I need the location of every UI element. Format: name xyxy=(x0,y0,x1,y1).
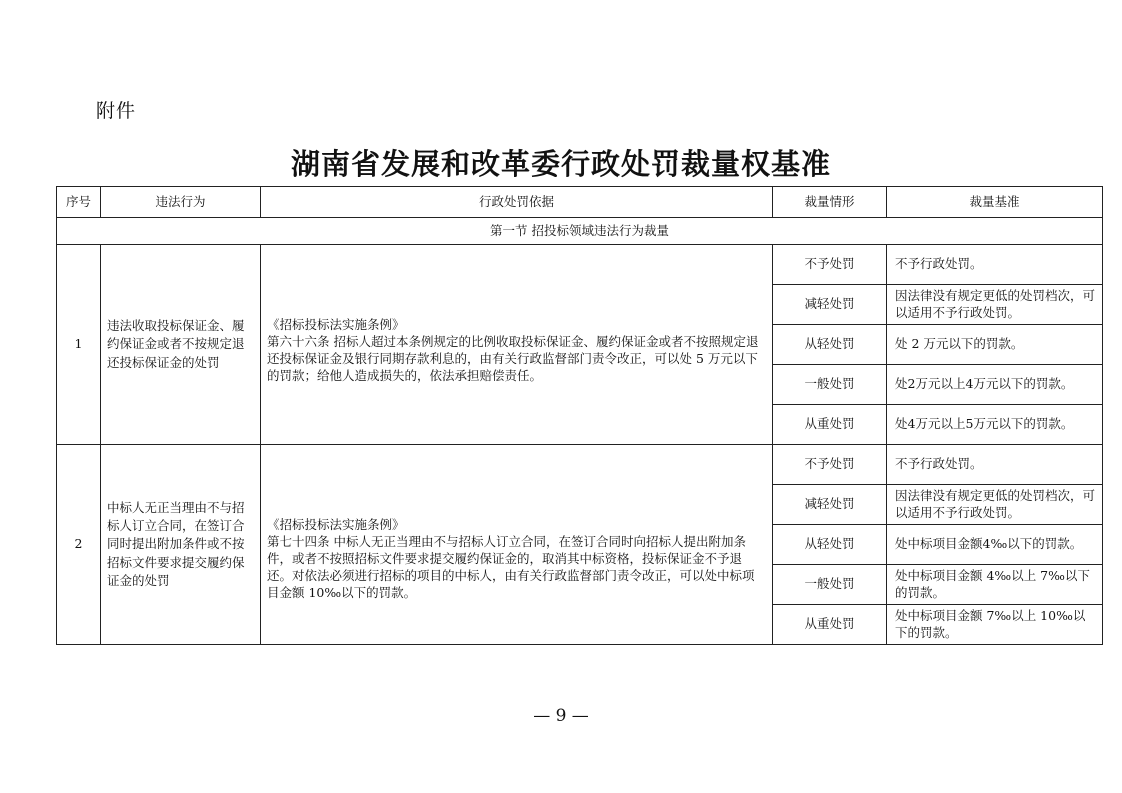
situation-cell: 减轻处罚 xyxy=(773,285,887,325)
discretion-cell: 不予行政处罚。 xyxy=(887,245,1103,285)
situation-cell: 一般处罚 xyxy=(773,365,887,405)
col-header-basis: 行政处罚依据 xyxy=(261,187,773,218)
discretion-cell: 不予行政处罚。 xyxy=(887,445,1103,485)
table-row xyxy=(57,245,1103,285)
discretion-cell: 处中标项目金额 4‰以上 7‰以下的罚款。 xyxy=(887,565,1103,605)
situation-cell: 从重处罚 xyxy=(773,605,887,645)
col-header-act: 违法行为 xyxy=(101,187,261,218)
table-header-row xyxy=(57,187,1103,218)
basis-text: 第六十六条 招标人超过本条例规定的比例收取投标保证金、履约保证金或者不按照规定退还投标保证金及银行同期存款利息的，由有关行政监督部门责令改正，可以处 5 万元以下的罚款；给他人造成损失的，依法承担赔偿责任。 xyxy=(267,333,759,383)
col-header-situation: 裁量情形 xyxy=(773,187,887,218)
row-basis xyxy=(261,245,773,445)
row-act: 违法收取投标保证金、履约保证金或者不按规定退还投标保证金的处罚 xyxy=(101,245,261,445)
situation-cell: 从轻处罚 xyxy=(773,325,887,365)
row-index: 1 xyxy=(57,245,101,445)
section-row xyxy=(57,218,1103,245)
section-title: 第一节 招投标领域违法行为裁量 xyxy=(57,218,1103,245)
page-number: — 9 — xyxy=(533,706,589,726)
basis-text: 第七十四条 中标人无正当理由不与招标人订立合同，在签订合同时向招标人提出附加条件，或者不按照招标文件要求提交履约保证金的，取消其中标资格，投标保证金不予退还。对依法必须进行招标的项目的中标人，由有关行政监督部门责令改正，可以处中标项目金额 10‰以下的罚款。 xyxy=(267,533,755,600)
situation-cell: 一般处罚 xyxy=(773,565,887,605)
table-row xyxy=(57,445,1103,485)
col-header-index: 序号 xyxy=(57,187,101,218)
row-index: 2 xyxy=(57,445,101,645)
situation-cell: 减轻处罚 xyxy=(773,485,887,525)
discretion-cell: 处中标项目金额4‰以下的罚款。 xyxy=(887,525,1103,565)
situation-cell: 不予处罚 xyxy=(773,445,887,485)
document-title: 湖南省发展和改革委行政处罚裁量权基准 xyxy=(290,147,831,181)
situation-cell: 不予处罚 xyxy=(773,245,887,285)
discretion-cell: 因法律没有规定更低的处罚档次，可以适用不予行政处罚。 xyxy=(887,285,1103,325)
discretion-table xyxy=(56,186,1103,645)
basis-title: 《招标投标法实施条例》 xyxy=(267,317,405,332)
col-header-discretion: 裁量基准 xyxy=(887,187,1103,218)
situation-cell: 从轻处罚 xyxy=(773,525,887,565)
discretion-cell: 处中标项目金额 7‰以上 10‰以下的罚款。 xyxy=(887,605,1103,645)
discretion-cell: 处 2 万元以下的罚款。 xyxy=(887,325,1103,365)
basis-title: 《招标投标法实施条例》 xyxy=(267,517,405,532)
row-basis xyxy=(261,445,773,645)
row-act: 中标人无正当理由不与招标人订立合同，在签订合同时提出附加条件或不按招标文件要求提交履约保证金的处罚 xyxy=(101,445,261,645)
attachment-label: 附件 xyxy=(96,100,137,122)
discretion-cell: 处4万元以上5万元以下的罚款。 xyxy=(887,405,1103,445)
discretion-cell: 处2万元以上4万元以下的罚款。 xyxy=(887,365,1103,405)
discretion-cell: 因法律没有规定更低的处罚档次，可以适用不予行政处罚。 xyxy=(887,485,1103,525)
situation-cell: 从重处罚 xyxy=(773,405,887,445)
